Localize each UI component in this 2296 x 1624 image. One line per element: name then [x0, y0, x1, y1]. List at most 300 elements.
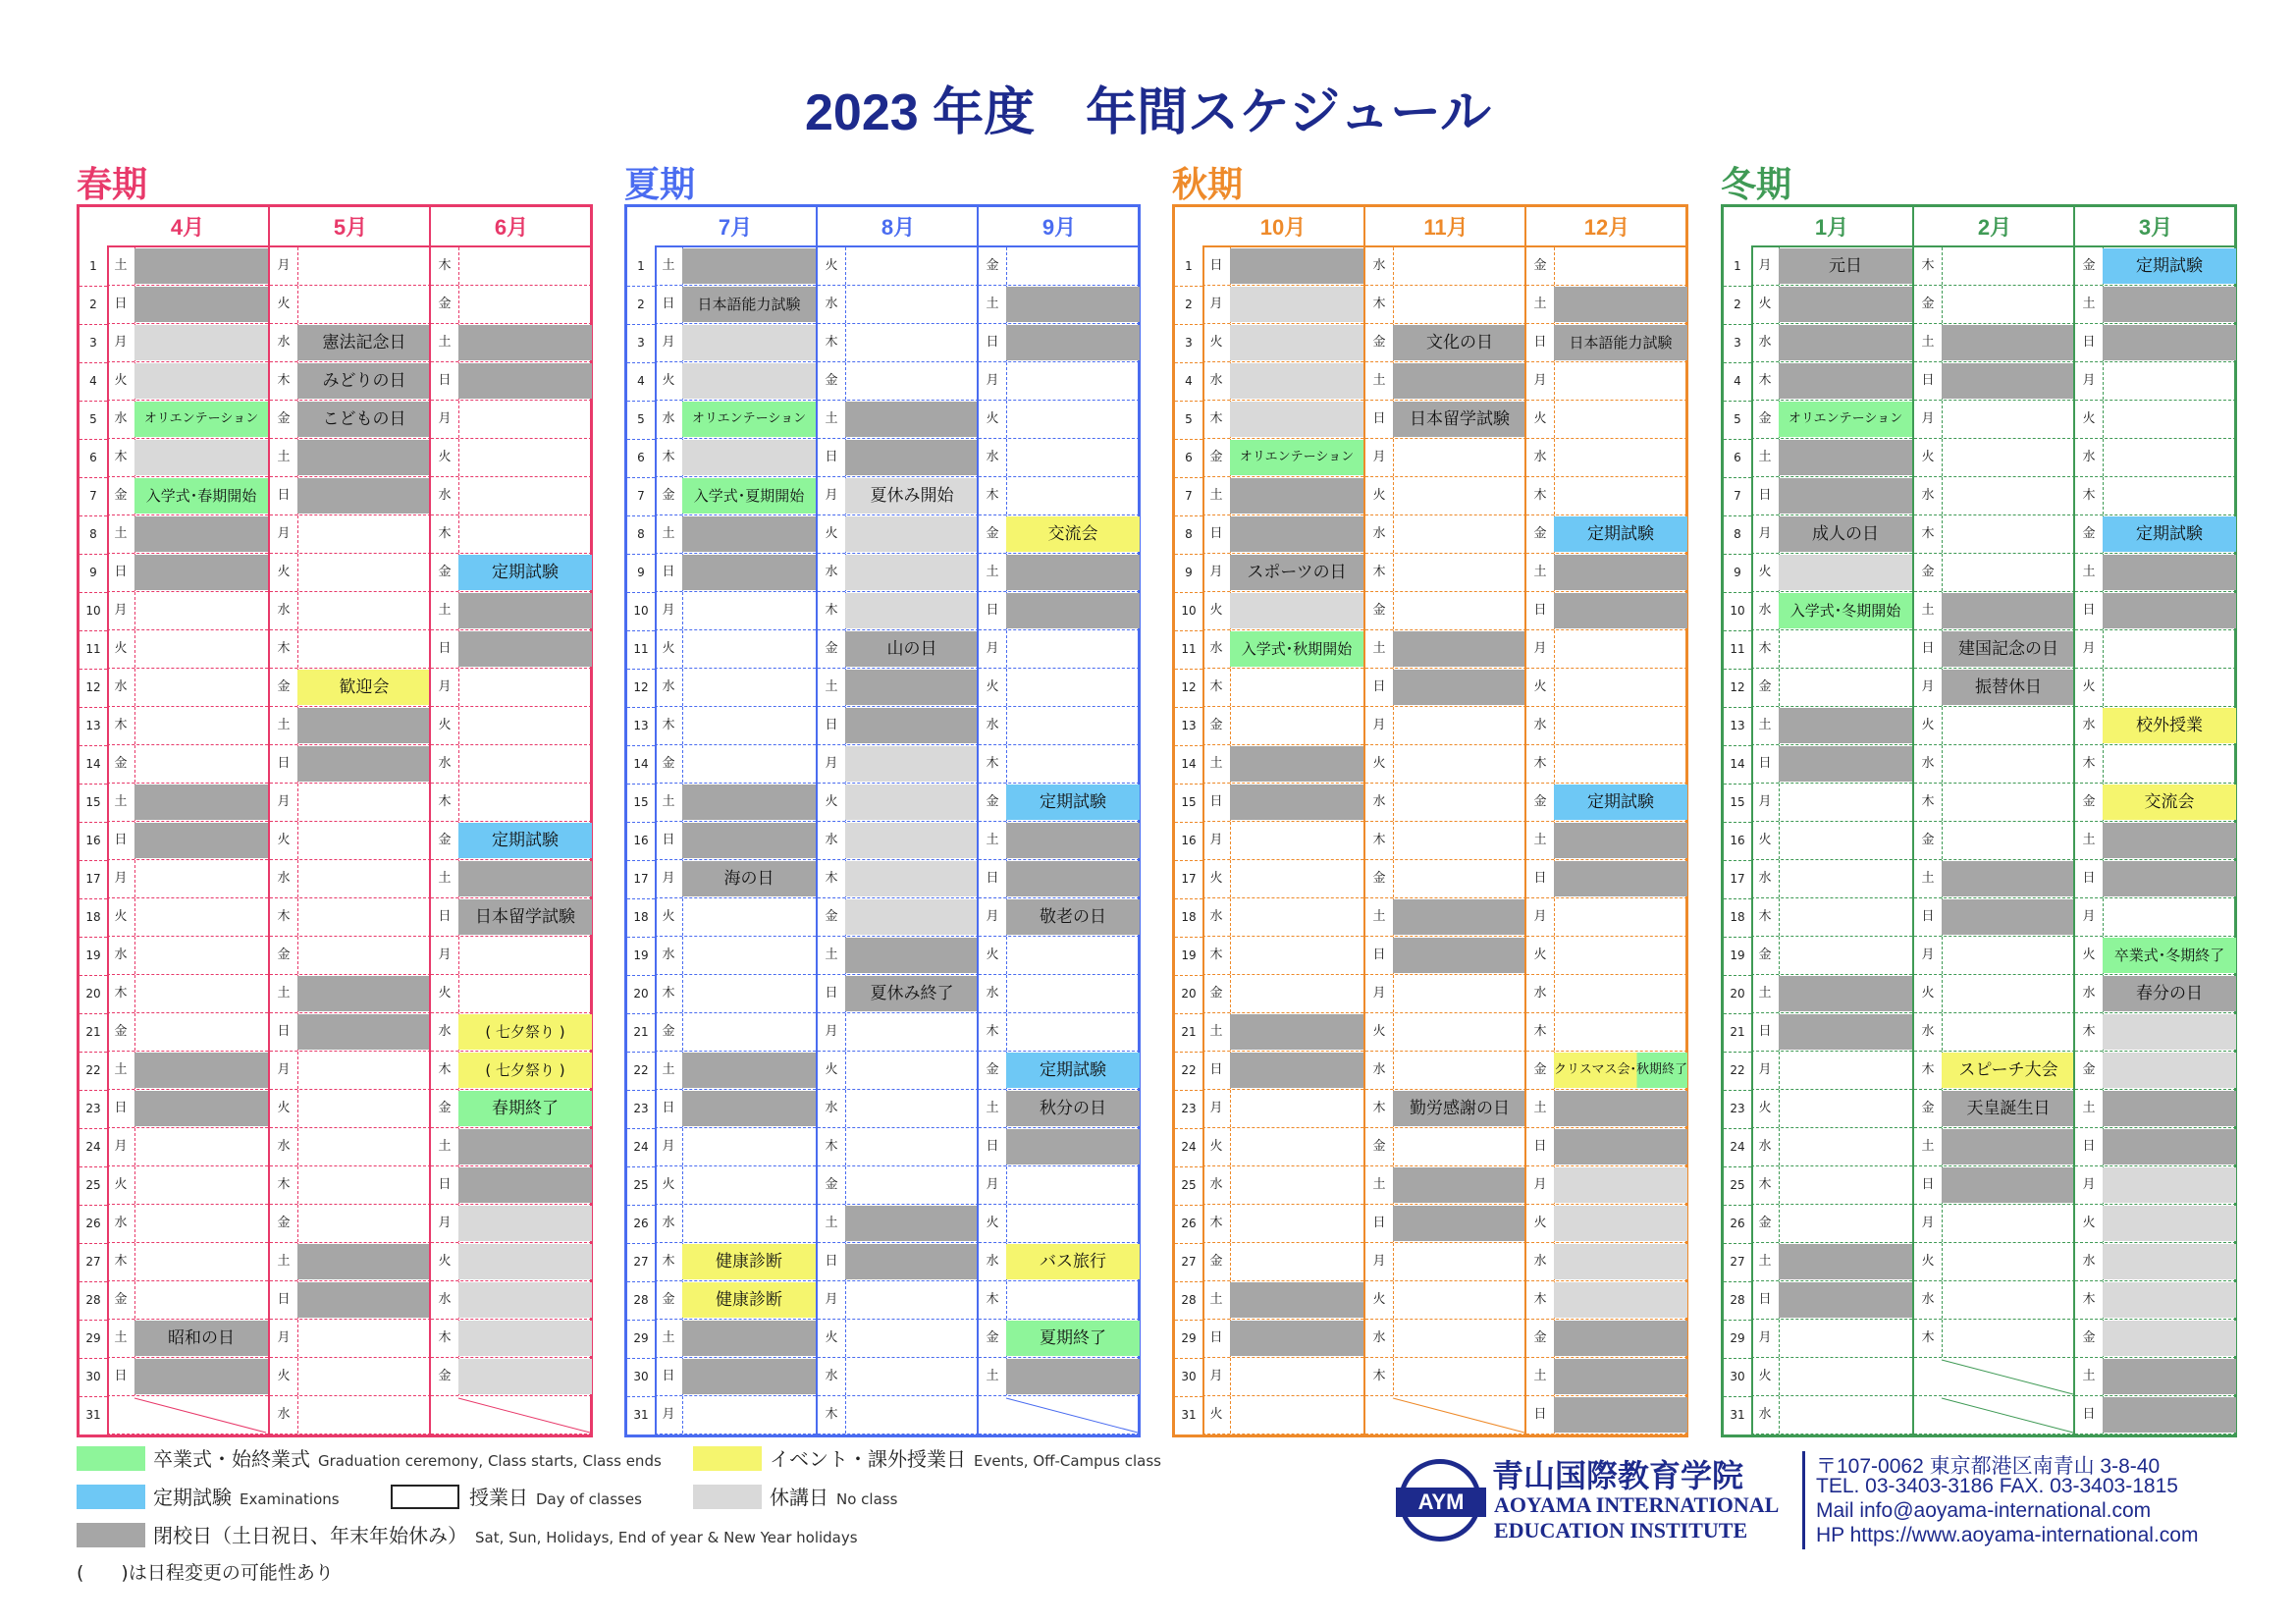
- day-row: [655, 630, 816, 669]
- weekday-label: 月: [655, 324, 683, 361]
- day-row: [655, 937, 816, 975]
- day-row: [818, 554, 979, 592]
- day-cell: [1230, 593, 1363, 628]
- day-cell: [297, 746, 431, 782]
- day-row: [979, 630, 1140, 669]
- weekday-label: 火: [431, 975, 459, 1012]
- day-row: [1365, 554, 1526, 592]
- weekday-label: 日: [107, 554, 135, 591]
- day-cell: [1393, 478, 1526, 514]
- day-row: [431, 975, 592, 1013]
- day-row: [1526, 1013, 1687, 1052]
- weekday-label: 月: [655, 1128, 683, 1165]
- weekday-label: 土: [979, 286, 1007, 323]
- day-cell: [297, 1282, 431, 1318]
- day-row: [1526, 1320, 1687, 1358]
- day-row: [1751, 975, 1912, 1013]
- day-cell: [134, 1091, 268, 1126]
- weekday-label: 金: [431, 822, 459, 859]
- day-cell: [682, 516, 816, 552]
- day-cell: [1554, 248, 1687, 284]
- weekday-label: 金: [1914, 822, 1943, 859]
- day-cell: [682, 1397, 816, 1433]
- row-number: 7: [80, 477, 107, 516]
- weekday-label: 水: [818, 822, 846, 859]
- weekday-label: 日: [1202, 247, 1231, 285]
- day-cell: [1554, 440, 1687, 475]
- day-row: [818, 401, 979, 439]
- weekday-label: 水: [1202, 362, 1231, 400]
- row-number: 16: [627, 822, 655, 861]
- weekday-label: 日: [1365, 937, 1394, 974]
- day-row: [1751, 898, 1912, 937]
- day-row: [655, 745, 816, 784]
- weekday-label: 日: [1202, 784, 1231, 821]
- weekday-label: 月: [270, 1320, 298, 1357]
- day-row: [818, 1243, 979, 1281]
- event-cell: 山の日: [845, 631, 979, 667]
- day-row: [1751, 1320, 1912, 1358]
- day-row: [270, 247, 431, 286]
- day-cell: [682, 555, 816, 590]
- day-row: [979, 439, 1140, 477]
- event-cell: 交流会: [1006, 516, 1140, 552]
- weekday-label: 日: [270, 745, 298, 783]
- day-row: [1365, 477, 1526, 515]
- weekday-label: 金: [1751, 1205, 1780, 1242]
- day-cell: [1230, 823, 1363, 858]
- weekday-label: 水: [270, 1128, 298, 1165]
- weekday-label: 水: [431, 1281, 459, 1319]
- legend-class-en: Day of classes: [536, 1490, 642, 1508]
- day-row: [655, 286, 816, 324]
- day-cell: [1393, 248, 1526, 284]
- row-number: 30: [1175, 1358, 1202, 1397]
- day-row: [2075, 1281, 2236, 1320]
- day-cell: [134, 1167, 268, 1203]
- day-cell: [1554, 861, 1687, 896]
- day-cell: [1230, 708, 1363, 743]
- legend-closed-jp: 閉校日（土日祝日、年末年始休み）: [153, 1524, 467, 1547]
- month-header: 4月: [107, 207, 268, 247]
- row-number: 19: [1724, 937, 1751, 976]
- day-row: [2075, 898, 2236, 937]
- month-header: 6月: [431, 207, 592, 247]
- contact-hp[interactable]: HP https://www.aoyama-international.com: [1816, 1524, 2199, 1546]
- legend-swatch-event: [693, 1446, 762, 1471]
- day-row: [818, 1320, 979, 1358]
- day-cell: [1554, 976, 1687, 1011]
- day-cell: [297, 976, 431, 1011]
- day-cell: [1779, 363, 1912, 399]
- weekday-label: 火: [818, 1052, 846, 1089]
- weekday-label: 日: [818, 1243, 846, 1280]
- weekday-label: 月: [1526, 630, 1555, 668]
- weekday-label: 土: [818, 669, 846, 706]
- day-row: [1751, 669, 1912, 707]
- day-row: [1202, 1243, 1363, 1281]
- weekday-label: 水: [1914, 1281, 1943, 1319]
- weekday-label: 金: [107, 745, 135, 783]
- weekday-label: 木: [1526, 1281, 1555, 1319]
- weekday-label: 水: [270, 1396, 298, 1434]
- weekday-label: 土: [431, 592, 459, 629]
- weekday-label: 日: [1751, 477, 1780, 514]
- contact-mail[interactable]: Mail info@aoyama-international.com: [1816, 1499, 2152, 1522]
- slash-line: [134, 1398, 266, 1433]
- day-cell: [1554, 1167, 1687, 1203]
- day-cell: [1779, 555, 1912, 590]
- weekday-label: 火: [2075, 1205, 2104, 1242]
- day-cell: [134, 325, 268, 360]
- weekday-label: 土: [1751, 975, 1780, 1012]
- contact-address: 〒107-0062 東京都港区南青山 3-8-40: [1816, 1455, 2161, 1478]
- day-row: [818, 362, 979, 401]
- day-row: [1526, 1358, 1687, 1396]
- day-row: [431, 286, 592, 324]
- day-row: [1365, 1166, 1526, 1205]
- weekday-label: 木: [2075, 745, 2104, 783]
- day-cell: [134, 1206, 268, 1241]
- event-cell: オリエンテーション: [1779, 402, 1912, 437]
- weekday-label: 日: [979, 592, 1007, 629]
- day-row: [1365, 286, 1526, 324]
- weekday-label: 水: [979, 975, 1007, 1012]
- day-row: [1365, 898, 1526, 937]
- weekday-label: 水: [1751, 324, 1780, 361]
- day-cell: [845, 593, 979, 628]
- day-cell: [134, 593, 268, 628]
- day-row: [1526, 286, 1687, 324]
- row-number: 3: [1175, 324, 1202, 363]
- event-cell: クリスマス会･秋期終了: [1554, 1053, 1687, 1088]
- day-row: [1526, 401, 1687, 439]
- row-number: 16: [1724, 822, 1751, 861]
- weekday-label: 月: [1526, 1166, 1555, 1204]
- weekday-label: 木: [979, 477, 1007, 514]
- day-cell: [2103, 1397, 2236, 1433]
- day-row: [1914, 975, 2075, 1013]
- weekday-label: 日: [1365, 1205, 1394, 1242]
- row-number: 2: [80, 286, 107, 325]
- day-row: [1202, 630, 1363, 669]
- day-row: [818, 860, 979, 898]
- day-cell: [1779, 1244, 1912, 1279]
- event-cell: 定期試験: [1006, 1053, 1140, 1088]
- day-row: [655, 975, 816, 1013]
- weekday-label: 水: [1751, 1128, 1780, 1165]
- weekday-label: 土: [431, 860, 459, 897]
- row-number: 29: [1724, 1320, 1751, 1359]
- day-cell: [1006, 746, 1140, 782]
- day-row: [1526, 1090, 1687, 1128]
- weekday-label: 日: [270, 1281, 298, 1319]
- day-row: [270, 1166, 431, 1205]
- day-cell: [1393, 861, 1526, 896]
- day-cell: [458, 631, 592, 667]
- day-row: [2075, 286, 2236, 324]
- day-cell: [682, 1129, 816, 1164]
- day-row: [1751, 286, 1912, 324]
- row-number: 4: [1724, 362, 1751, 402]
- weekday-label: 金: [431, 1358, 459, 1395]
- day-cell: [297, 1167, 431, 1203]
- legend-ceremony: [153, 1443, 662, 1472]
- weekday-label: 木: [818, 860, 846, 897]
- season-table: [77, 204, 593, 1437]
- month-header: 7月: [655, 207, 816, 247]
- day-row: [107, 822, 268, 860]
- day-row: [2075, 784, 2236, 822]
- row-number: 5: [80, 401, 107, 440]
- day-cell: [1942, 938, 2075, 973]
- weekday-label: 火: [1365, 745, 1394, 783]
- weekday-label: 木: [2075, 1013, 2104, 1051]
- weekday-label: 水: [1751, 592, 1780, 629]
- month-header: 2月: [1914, 207, 2075, 247]
- day-cell: [1942, 1206, 2075, 1241]
- slash-line: [1006, 1398, 1138, 1433]
- weekday-label: 金: [1365, 324, 1394, 361]
- day-row: [107, 1166, 268, 1205]
- event-cell: 日本留学試験: [458, 899, 592, 935]
- day-cell: [1230, 1167, 1363, 1203]
- event-cell: スポーツの日: [1230, 555, 1363, 590]
- month-header: 9月: [979, 207, 1140, 247]
- row-number: 12: [1175, 669, 1202, 708]
- row-number: 10: [80, 592, 107, 631]
- weekday-label: 水: [1202, 630, 1231, 668]
- day-row: [818, 247, 979, 286]
- day-cell: [1393, 1014, 1526, 1050]
- weekday-label: 金: [1751, 937, 1780, 974]
- legend-swatch-exam: [77, 1485, 145, 1509]
- weekday-label: 月: [1914, 669, 1943, 706]
- weekday-label: 日: [818, 707, 846, 744]
- day-row: [2075, 439, 2236, 477]
- weekday-label: 土: [107, 247, 135, 285]
- day-row: [431, 362, 592, 401]
- day-cell: [682, 708, 816, 743]
- day-cell: [1942, 785, 2075, 820]
- day-cell: [134, 899, 268, 935]
- legend-noclass: [770, 1482, 897, 1510]
- day-row: [655, 1090, 816, 1128]
- row-number: 29: [1175, 1320, 1202, 1359]
- day-cell: [1779, 823, 1912, 858]
- day-cell: [1779, 440, 1912, 475]
- day-row: [1751, 515, 1912, 554]
- day-row: [1202, 1090, 1363, 1128]
- weekday-label: 土: [655, 247, 683, 285]
- day-cell: [1779, 325, 1912, 360]
- weekday-label: 火: [1365, 477, 1394, 514]
- season-1: [77, 164, 575, 1422]
- row-number: 7: [627, 477, 655, 516]
- day-cell: [297, 440, 431, 475]
- day-cell: [1554, 823, 1687, 858]
- weekday-label: 土: [979, 554, 1007, 591]
- day-row: [1526, 1243, 1687, 1281]
- weekday-label: 月: [1751, 1052, 1780, 1089]
- weekday-label: 火: [107, 898, 135, 936]
- day-row: [1365, 1243, 1526, 1281]
- day-row: [270, 554, 431, 592]
- empty-day-slash: [1914, 1396, 2075, 1435]
- day-row: [1202, 707, 1363, 745]
- day-row: [655, 1358, 816, 1396]
- weekday-label: 月: [1202, 822, 1231, 859]
- day-cell: [682, 363, 816, 399]
- weekday-label: 日: [1751, 1013, 1780, 1051]
- weekday-label: 水: [107, 937, 135, 974]
- day-cell: [1942, 363, 2075, 399]
- event-cell: 夏休み開始: [845, 478, 979, 514]
- weekday-label: 土: [1914, 860, 1943, 897]
- day-cell: [297, 631, 431, 667]
- day-row: [1365, 362, 1526, 401]
- weekday-label: 木: [431, 1320, 459, 1357]
- day-cell: [1942, 440, 2075, 475]
- weekday-label: 日: [107, 286, 135, 323]
- day-row: [1914, 630, 2075, 669]
- day-row: [1202, 1013, 1363, 1052]
- day-cell: [845, 1244, 979, 1279]
- weekday-label: 金: [1365, 860, 1394, 897]
- event-cell: 定期試験: [458, 823, 592, 858]
- day-row: [1526, 439, 1687, 477]
- day-cell: [2103, 478, 2236, 514]
- day-row: [818, 975, 979, 1013]
- day-cell: [1393, 1206, 1526, 1241]
- day-cell: [682, 785, 816, 820]
- day-row: [1526, 898, 1687, 937]
- weekday-label: 日: [655, 822, 683, 859]
- day-row: [1526, 1281, 1687, 1320]
- day-cell: [1942, 1321, 2075, 1356]
- weekday-label: 木: [431, 784, 459, 821]
- day-row: [431, 1396, 592, 1435]
- row-number: 9: [1724, 554, 1751, 593]
- row-number: 31: [1724, 1396, 1751, 1435]
- row-number: 4: [627, 362, 655, 402]
- day-row: [1202, 1052, 1363, 1090]
- day-row: [1365, 1396, 1526, 1435]
- row-number-column: [1175, 247, 1204, 1435]
- row-number-column: [627, 247, 657, 1435]
- day-row: [107, 784, 268, 822]
- weekday-label: 月: [1202, 554, 1231, 591]
- legend-swatch-noclass: [693, 1485, 762, 1509]
- day-row: [431, 247, 592, 286]
- weekday-label: 金: [1526, 1052, 1555, 1089]
- day-cell: [1006, 440, 1140, 475]
- legend-swatch-ceremony: [77, 1446, 145, 1471]
- day-row: [2075, 669, 2236, 707]
- day-row: [270, 592, 431, 630]
- weekday-label: 月: [107, 324, 135, 361]
- day-row: [107, 1358, 268, 1396]
- day-cell: [682, 631, 816, 667]
- day-row: [818, 1396, 979, 1435]
- day-cell: [458, 1244, 592, 1279]
- day-row: [1914, 324, 2075, 362]
- row-number: 22: [627, 1052, 655, 1091]
- weekday-label: 日: [1202, 515, 1231, 553]
- day-cell: [1942, 976, 2075, 1011]
- day-row: [431, 822, 592, 860]
- weekday-label: 水: [270, 592, 298, 629]
- weekday-label: 金: [270, 669, 298, 706]
- day-cell: [134, 670, 268, 705]
- day-cell: [297, 938, 431, 973]
- day-row: [818, 1166, 979, 1205]
- weekday-label: 火: [818, 784, 846, 821]
- day-cell: [1554, 670, 1687, 705]
- day-row: [1526, 745, 1687, 784]
- weekday-label: 金: [431, 286, 459, 323]
- weekday-label: 金: [1202, 439, 1231, 476]
- weekday-label: 月: [107, 592, 135, 629]
- day-cell: [845, 938, 979, 973]
- day-row: [1526, 477, 1687, 515]
- weekday-label: 月: [270, 1052, 298, 1089]
- weekday-label: 木: [1202, 937, 1231, 974]
- day-row: [1526, 362, 1687, 401]
- row-number: 6: [80, 439, 107, 478]
- row-number: 15: [627, 784, 655, 823]
- weekday-label: 火: [655, 630, 683, 668]
- day-cell: [682, 248, 816, 284]
- legend-swatch-class: [391, 1485, 459, 1509]
- day-row: [107, 1281, 268, 1320]
- day-row: [1914, 1052, 2075, 1090]
- slash-line: [458, 1398, 590, 1433]
- day-row: [107, 1128, 268, 1166]
- slash-line: [1942, 1360, 2073, 1394]
- day-cell: [297, 516, 431, 552]
- weekday-label: 月: [818, 1013, 846, 1051]
- event-cell: 入学式･秋期開始: [1230, 631, 1363, 667]
- weekday-label: 土: [655, 1320, 683, 1357]
- event-cell: 建国記念の日: [1942, 631, 2075, 667]
- weekday-label: 日: [1914, 362, 1943, 400]
- day-row: [1914, 1320, 2075, 1358]
- day-row: [818, 822, 979, 860]
- day-cell: [1230, 670, 1363, 705]
- weekday-label: 水: [431, 477, 459, 514]
- season-table: [624, 204, 1141, 1437]
- weekday-label: 火: [979, 669, 1007, 706]
- row-number: 20: [80, 975, 107, 1014]
- weekday-label: 土: [979, 822, 1007, 859]
- day-row: [818, 515, 979, 554]
- event-cell: 春分の日: [2103, 976, 2236, 1011]
- day-cell: [1393, 823, 1526, 858]
- day-cell: [2103, 631, 2236, 667]
- weekday-label: 月: [1751, 1320, 1780, 1357]
- weekday-label: 木: [1365, 1358, 1394, 1395]
- day-cell: [458, 440, 592, 475]
- day-cell: [2103, 363, 2236, 399]
- day-row: [2075, 477, 2236, 515]
- day-row: [107, 975, 268, 1013]
- row-number: 24: [1175, 1128, 1202, 1167]
- day-row: [1202, 1358, 1363, 1396]
- day-row: [655, 439, 816, 477]
- day-cell: [1779, 287, 1912, 322]
- day-row: [1526, 1166, 1687, 1205]
